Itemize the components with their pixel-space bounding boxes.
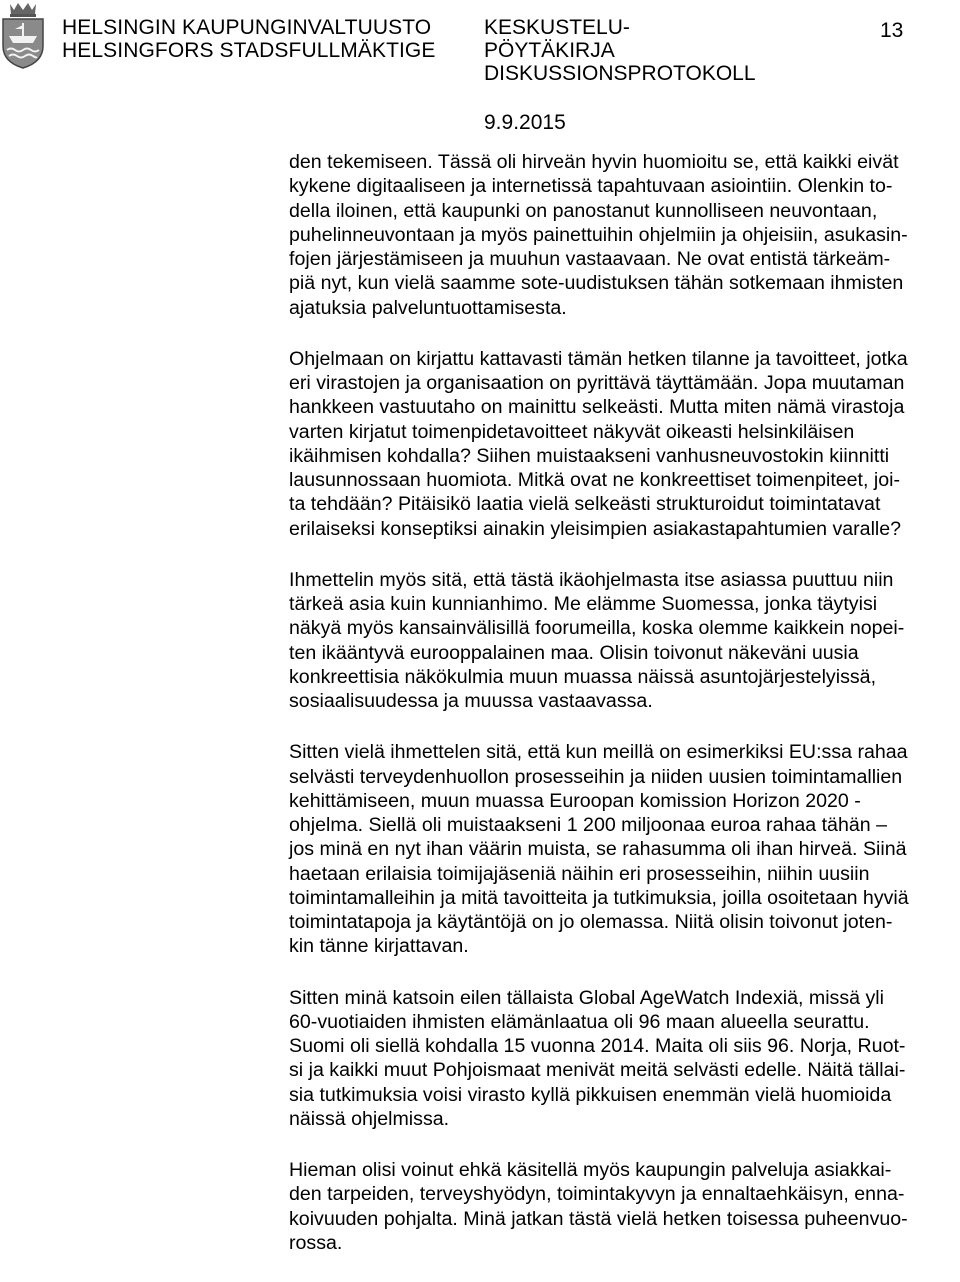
meeting-date: 9.9.2015 [484, 111, 566, 134]
organization-name-finnish: HELSINGIN KAUPUNGINVALTUUSTO [62, 16, 432, 39]
paragraph: den tekemiseen. Tässä oli hirveän hyvin huomioitu se, että kaikki eivät kykene digitaaliseen ja internetissä tapahtuvaan asiointiin. Olenkin to- della iloinen, että kaupunki on panostanut kunnolliseen neuvontaan, puhelinneuvontaan ja myös painettuihin ohjelmiin ja ohjeisiin, asukasin- fojen järjestämiseen ja muuhun vastaavaan. Ne ovat entistä tärkeäm- piä nyt, kun vielä saamme sote-uudistuksen tähän sotkemaan ihmisten ajatuksia palveluntuottamisesta. [289, 151, 908, 319]
paragraph: Sitten vielä ihmettelen sitä, että kun meillä on esimerkiksi EU:ssa rahaa selvästi terveydenhuollon prosesseihin ja niiden uusien toimintamallien kehittämiseen, muun muassa Euroopan komission Horizon 2020 - ohjelma. Siellä oli muistaakseni 1 200 miljoonaa euroa rahaa tähän – jos minä en nyt ihan väärin muista, se rahasumma oli ihan hirveä. Siinä haetaan erilaisia toimijajäseniä näihin eri prosesseihin, niihin uusiin toimintamalleihin ja mitä tavoitteita ja tutkimuksia, joilla osoitetaan hyviä toimintatapoja ja käytäntöjä on jo olemassa. Niitä olisin toivonut joten- kin tänne kirjattavan. [289, 741, 909, 958]
document-type-line-3: DISKUSSIONSPROTOKOLL [484, 62, 756, 85]
paragraph: Hieman olisi voinut ehkä käsitellä myös kaupungin palveluja asiakkai- den tarpeiden, terveyshyödyn, toimintakyvyn ja ennaltaehkäisyn, enna- koivuuden pohjalta. Minä jatkan tästä vielä hetken toisessa puheenvuo- rossa. [289, 1159, 908, 1254]
city-coat-of-arms-logo [0, 0, 46, 70]
paragraph: Ohjelmaan on kirjattu kattavasti tämän hetken tilanne ja tavoitteet, jotka eri virastojen ja organisaation on pyrittävä täyttämään. Jopa muutaman hankkeen vastuutaho on mainittu selkeästi. Mutta miten nämä virastoja varten kirjatut toimenpidetavoitteet näkyvät oikeasti helsinkiläisen ikäihmisen kohdalla? Siihen muistaakseni vanhusneuvostokin kiinnitti lausunnossaan huomiota. Mitkä ovat ne konkreettiset toimenpiteet, joi- ta tehdään? Pitäisikö laatia vielä selkeästi strukturoidut toimintatavat erilaiseksi konseptiksi ainakin yleisimpien asiakastapahtumien varalle? [289, 347, 908, 540]
document-body [289, 150, 956, 1282]
organization-name-swedish: HELSINGFORS STADSFULLMÄKTIGE [62, 39, 436, 62]
document-type-header [484, 16, 756, 134]
paragraph: Ihmettelin myös sitä, että tästä ikäohjelmasta itse asiassa puuttuu niin tärkeä asia kuin kunnianhimo. Me elämme Suomessa, jonka täytyisi näkyä myös kansainvälisillä foorumeilla, koska olemme kaikkein nopei- ten ikääntyvä eurooppalainen maa. Olisin toivonut näkeväni uusia konkreettisia näkökulmia muun muassa näissä asuntojärjestelyissä, sosiaalisuudessa ja muussa vastaavassa. [289, 568, 905, 712]
paragraph: Sitten minä katsoin eilen tällaista Global AgeWatch Indexiä, missä yli 60-vuotiaiden ihmisten elämänlaatua oli 96 maan alueella seurattu. Suomi oli siellä kohdalla 15 vuonna 2014. Maita oli siis 96. Norja, Ruot- si ja kaikki muut Pohjoismaat menivät meitä selvästi edelle. Näitä tällai- sia tutkimuksia voisi virasto kyllä pikkuisen enemmän vielä huomioida näissä ohjelmissa. [289, 986, 906, 1130]
document-type-line-1: KESKUSTELU- [484, 16, 630, 39]
page-number: 13 [880, 19, 904, 42]
organization-header [62, 16, 435, 62]
document-type-line-2: PÖYTÄKIRJA [484, 39, 615, 62]
